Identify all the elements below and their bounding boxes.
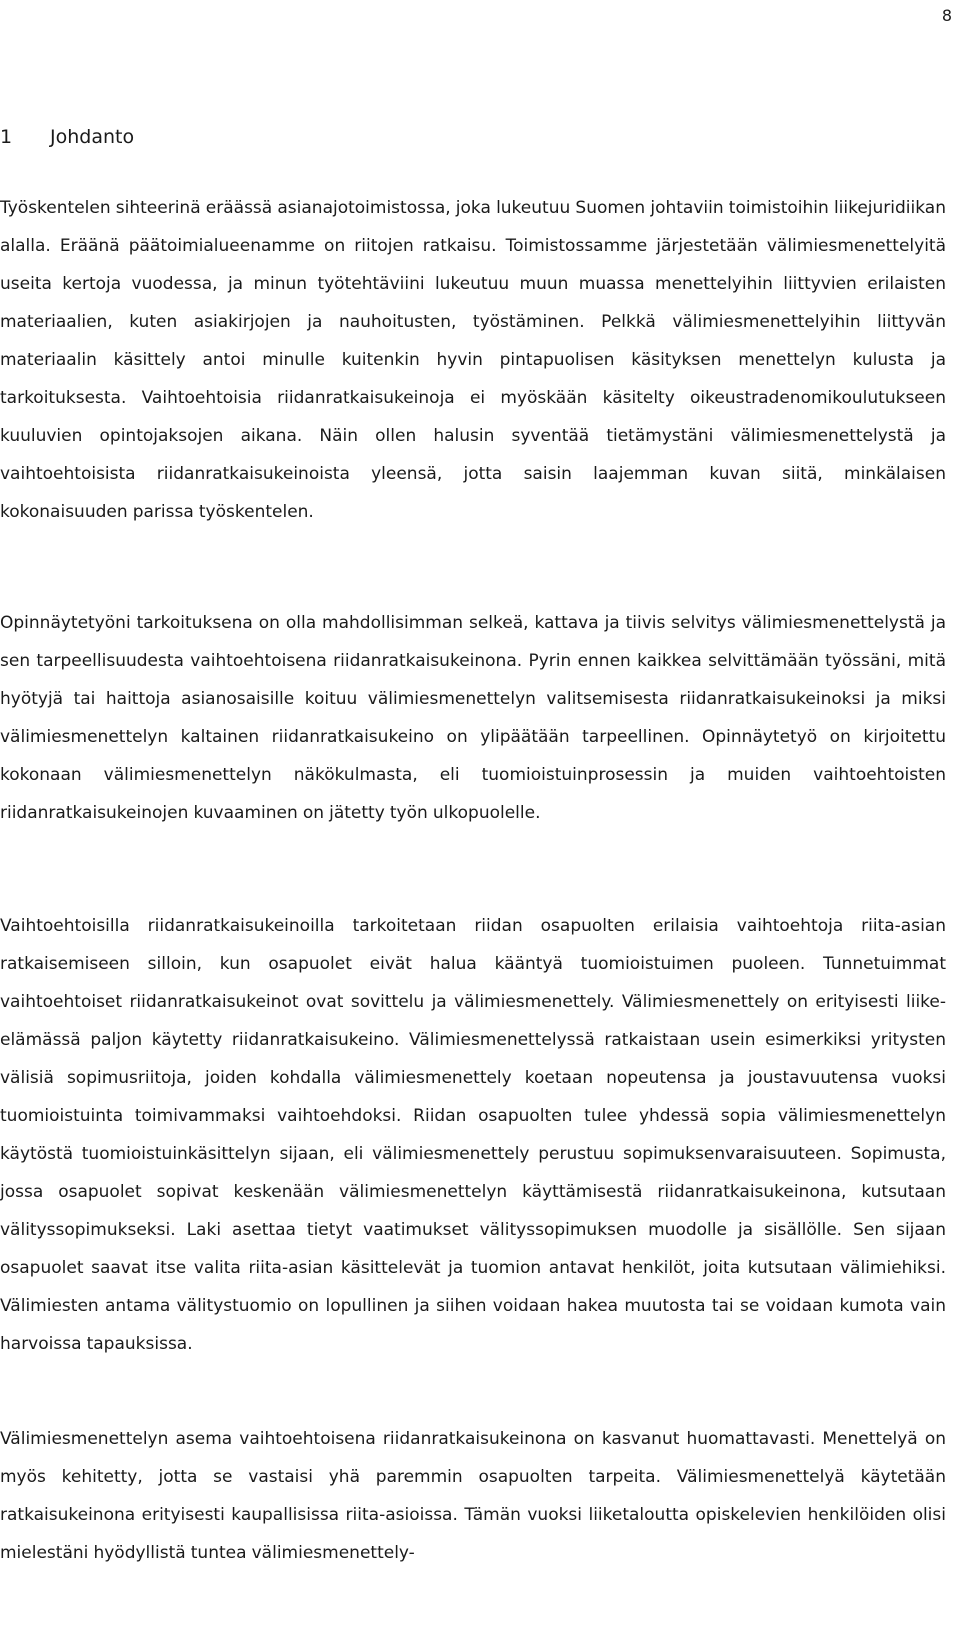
paragraph-3: Vaihtoehtoisilla riidanratkaisukeinoilla tarkoitetaan riidan osapuolten erilaisia vaihtoehtoja riita-asian ratkaisemiseen silloin, kun osapuolet eivät halua kääntyä tuomioistuimen puoleen. Tunnetuimmat vaihtoehtoiset riidanratkaisukeinot ovat sovittelu ja välimiesmenettely. Välimiesmenettely on erityisesti liike-elämässä paljon käytetty riidanratkaisukeino. Välimiesmenettelyssä ratkaistaan usein esimerkiksi yritysten välisiä sopimusriitoja, joiden kohdalla välimiesmenettely koetaan nopeutensa ja joustavuutensa vuoksi tuomioistuinta toimivammaksi vaihtoehdoksi. Riidan osapuolten tulee yhdessä sopia välimiesmenettelyn käytöstä tuomioistuinkäsittelyn sijaan, eli välimiesmenettely perustuu sopimuksenvaraisuuteen. Sopimusta, jossa osapuolet sopivat keskenään välimiesmenettelyn käyttämisestä riidanratkaisukeinona, kutsutaan välityssopimukseksi. Laki asettaa tietyt vaatimukset välityssopimuksen muodolle ja sisällölle. Sen sijaan osapuolet saavat itse valita riita-asian käsittelevät ja tuomion antavat henkilöt, joita kutsutaan välimiehiksi. Välimiesten antama välitystuomio on lopullinen ja siihen voidaan hakea muutosta tai se voidaan kumota vain harvoissa tapauksissa. <box>0 916 946 1354</box>
paragraph-4: Välimiesmenettelyn asema vaihtoehtoisena riidanratkaisukeinona on kasvanut huomattavasti. Menettelyä on myös kehitetty, jotta se vastaisi yhä paremmin osapuolten tarpeita. Välimiesmenettelyä käytetään ratkaisukeinona erityisesti kaupallisissa riita-asioissa. Tämän vuoksi liiketaloutta opiskelevien henkilöiden olisi mielestäni hyödyllistä tuntea välimiesmenettely- <box>0 1429 946 1563</box>
chapter-heading <box>0 123 134 151</box>
paragraph-2: Opinnäytetyöni tarkoituksena on olla mahdollisimman selkeä, kattava ja tiivis selvitys välimiesmenettelystä ja sen tarpeellisuudesta vaihtoehtoisena riidanratkaisukeinona. Pyrin ennen kaikkea selvittämään työssäni, mitä hyötyjä tai haittoja asianosaisille koituu välimiesmenettelyn valitsemisesta riidanratkaisukeinoksi ja miksi välimiesmenettelyn kaltainen riidanratkaisukeino on ylipäätään tarpeellinen. Opinnäytetyö on kirjoitettu kokonaan välimiesmenettelyn näkökulmasta, eli tuomioistuinprosessin ja muiden vaihtoehtoisten riidanratkaisukeinojen kuvaaminen on jätetty työn ulkopuolelle. <box>0 613 946 823</box>
chapter-number: 1 <box>0 126 13 148</box>
chapter-title: Johdanto <box>50 126 135 148</box>
paragraph-1: Työskentelen sihteerinä eräässä asianajotoimistossa, joka lukeutuu Suomen johtaviin toimistoihin liikejuridiikan alalla. Eräänä päätoimialueenamme on riitojen ratkaisu. Toimistossamme järjestetään välimiesmenettelyitä useita kertoja vuodessa, ja minun työtehtäviini lukeutuu muun muassa menettelyihin liittyvien erilaisten materiaalien, kuten asiakirjojen ja nauhoitusten, työstäminen. Pelkkä välimiesmenettelyihin liittyvän materiaalin käsittely antoi minulle kuitenkin hyvin pintapuolisen käsityksen menettelyn kulusta ja tarkoituksesta. Vaihtoehtoisia riidanratkaisukeinoja ei myöskään käsitelty oikeustradenomikoulutukseen kuuluvien opintojaksojen aikana. Näin ollen halusin syventää tietämystäni välimiesmenettelystä ja vaihtoehtoisista riidanratkaisukeinoista yleensä, jotta saisin laajemman kuvan siitä, minkälaisen kokonaisuuden parissa työskentelen. <box>0 198 946 522</box>
page-number: 8 <box>941 6 952 25</box>
